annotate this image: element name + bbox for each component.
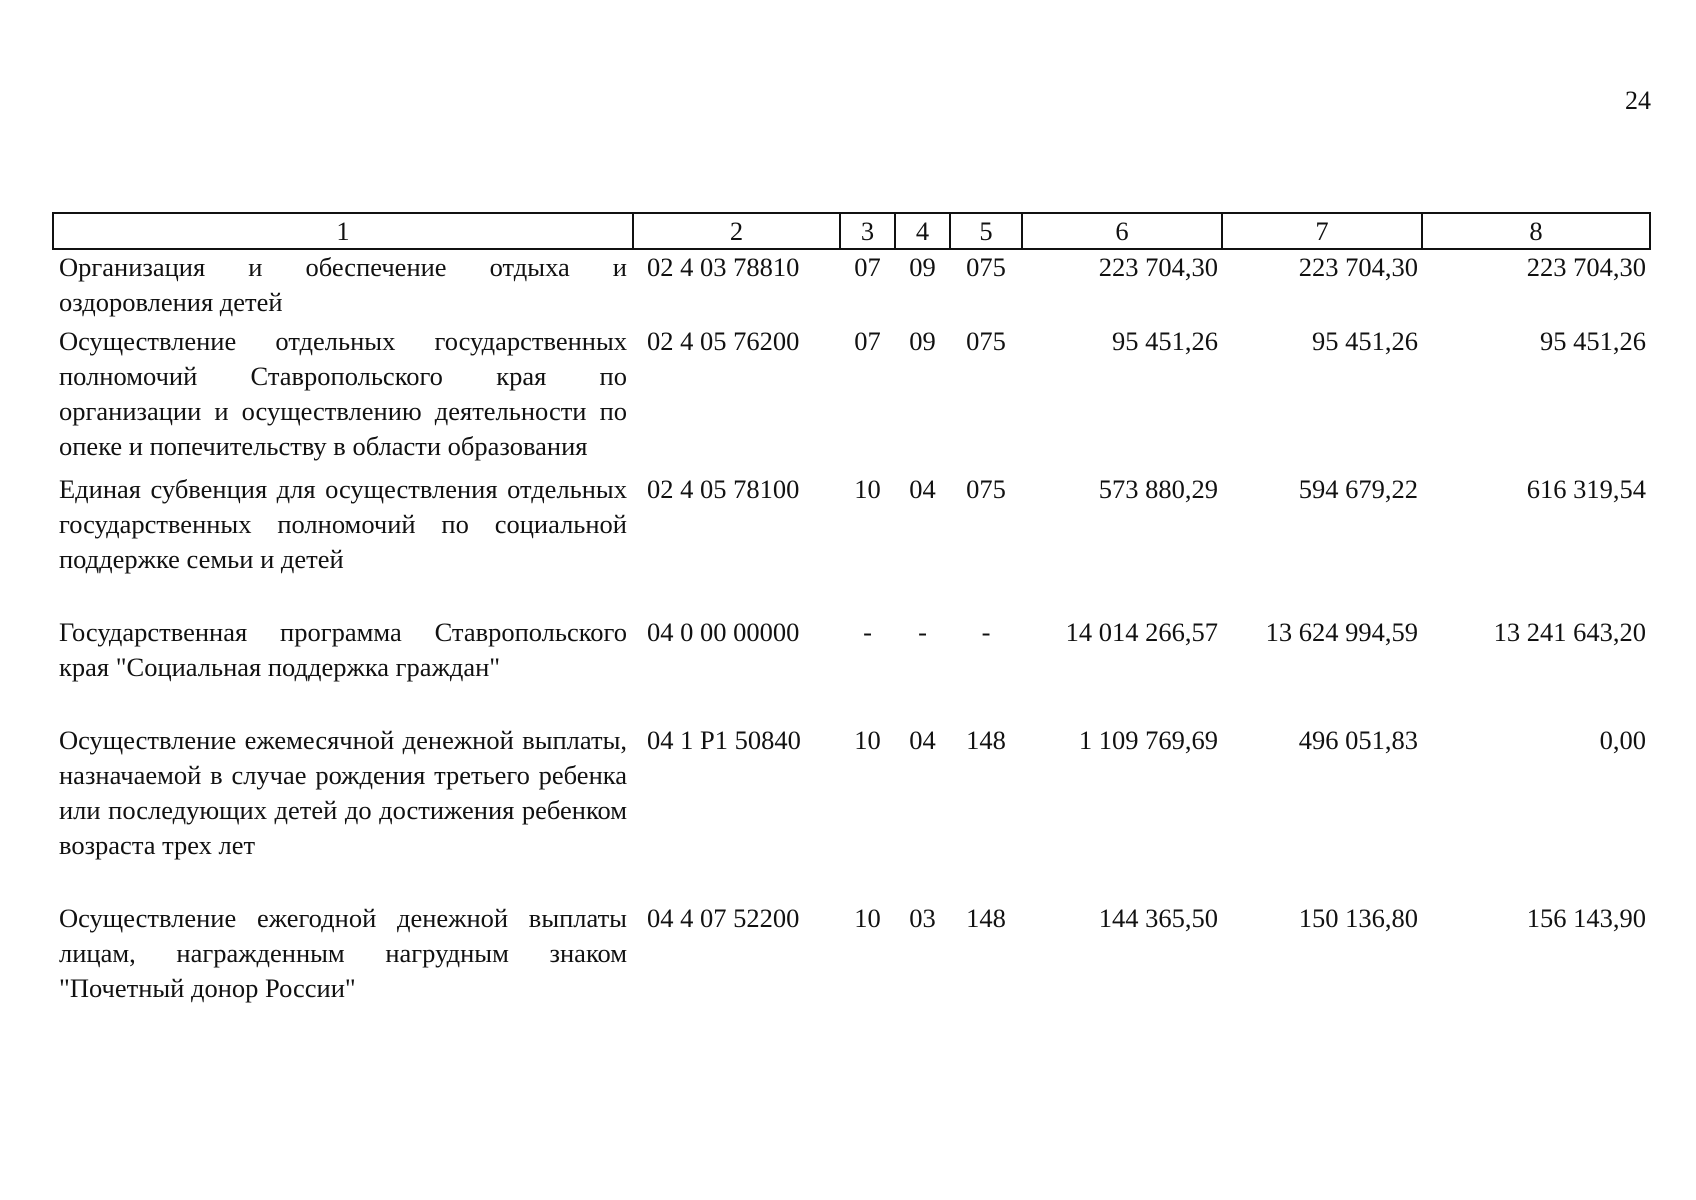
row-code: 02 4 05 78100 [647,474,800,504]
row-amount-7: 594 679,22 [1298,474,1418,504]
row-type: 075 [966,252,1006,282]
row-amount-8: 0,00 [1599,725,1646,755]
row-type: 075 [966,326,1006,356]
row-amount-6: 95 451,26 [1112,326,1218,356]
row-amount-8: 223 704,30 [1526,252,1646,282]
table-row [53,615,1650,723]
row-section: 10 [854,474,881,504]
header-col-5: 5 [950,213,1022,249]
page-number: 24 [1625,86,1651,115]
row-amount-8: 156 143,90 [1526,903,1646,933]
row-name: Организация и обеспечение отдыха и оздоровления детей [59,252,627,317]
row-type: 075 [966,474,1006,504]
row-name: Осуществление ежемесячной денежной выплаты, назначаемой в случае рождения третьего ребенка или последующих детей до достижения ребенком возраста трех лет [59,725,627,860]
row-amount-6: 223 704,30 [1098,252,1218,282]
header-col-2: 2 [633,213,840,249]
header-col-8: 8 [1422,213,1650,249]
row-code: 04 0 00 00000 [647,617,800,647]
table-row [53,901,1650,1006]
row-amount-6: 573 880,29 [1098,474,1218,504]
row-subsection: 09 [909,252,936,282]
row-name: Государственная программа Ставропольского края "Социальная поддержка граждан" [59,617,627,682]
table-row [53,249,1650,324]
table-row [53,472,1650,615]
table-header [53,213,1650,249]
row-section: 07 [854,252,881,282]
row-amount-7: 95 451,26 [1312,326,1418,356]
row-code: 02 4 03 78810 [647,252,800,282]
row-section: 10 [854,903,881,933]
header-row [53,213,1650,249]
row-amount-7: 496 051,83 [1298,725,1418,755]
row-amount-7: 13 624 994,59 [1265,617,1418,647]
row-amount-7: 150 136,80 [1298,903,1418,933]
header-col-1: 1 [53,213,633,249]
row-name: Единая субвенция для осуществления отдельных государственных полномочий по социальной поддержке семьи и детей [59,474,627,574]
row-name: Осуществление ежегодной денежной выплаты лицам, награжденным нагрудным знаком "Почетный донор России" [59,903,627,1003]
row-amount-8: 95 451,26 [1540,326,1646,356]
table-row [53,723,1650,901]
table-row [53,324,1650,472]
row-subsection: 03 [909,903,936,933]
row-type: 148 [966,903,1006,933]
row-subsection: 09 [909,326,936,356]
row-subsection: 04 [909,474,936,504]
header-col-4: 4 [895,213,950,249]
row-code: 02 4 05 76200 [647,326,800,356]
row-section: 10 [854,725,881,755]
header-col-3: 3 [840,213,895,249]
table-body [53,249,1650,1006]
budget-table [52,212,1651,1006]
row-type: 148 [966,725,1006,755]
row-amount-6: 14 014 266,57 [1065,617,1218,647]
row-subsection: 04 [909,725,936,755]
header-col-7: 7 [1222,213,1422,249]
row-section: - [863,617,872,647]
row-name: Осуществление отдельных государственных полномочий Ставропольского края по организации и осуществлению деятельности по опеке и попечительству в области образования [59,326,627,461]
row-code: 04 4 07 52200 [647,903,800,933]
row-code: 04 1 P1 50840 [647,725,801,755]
row-type: - [981,617,991,647]
row-amount-8: 13 241 643,20 [1493,617,1646,647]
row-amount-6: 144 365,50 [1098,903,1218,933]
row-amount-8: 616 319,54 [1526,474,1646,504]
row-section: 07 [854,326,881,356]
header-col-6: 6 [1022,213,1222,249]
row-subsection: - [918,617,927,647]
row-amount-7: 223 704,30 [1298,252,1418,282]
row-amount-6: 1 109 769,69 [1078,725,1218,755]
